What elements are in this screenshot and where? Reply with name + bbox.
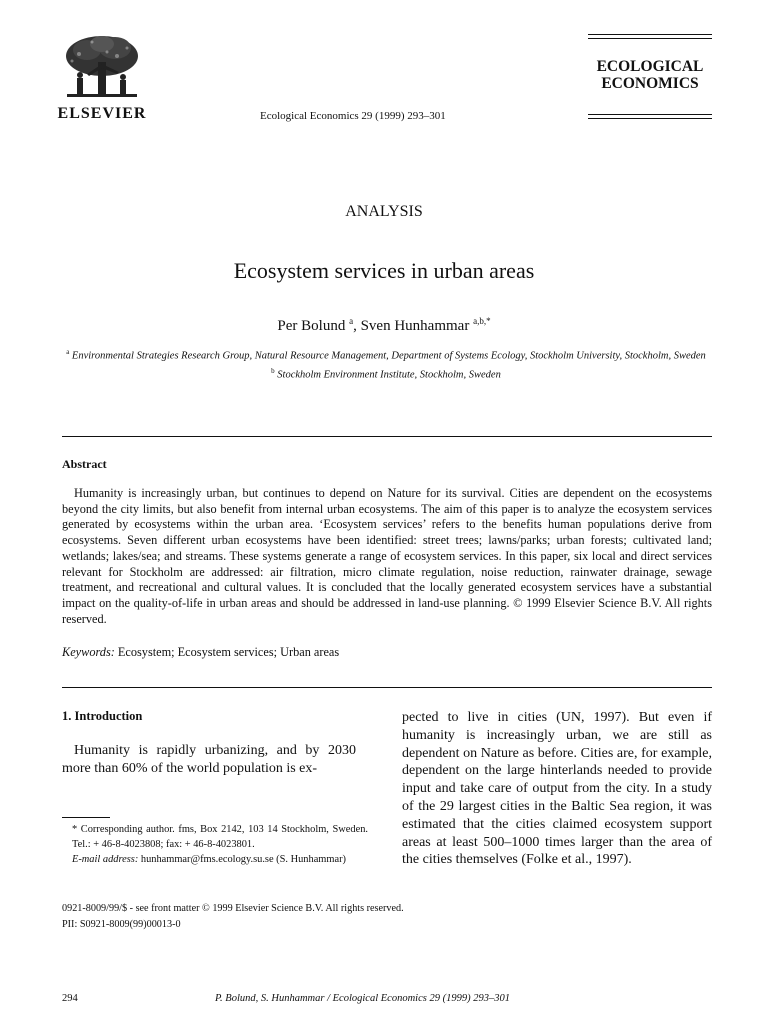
journal-name-line-2: ECONOMICS — [601, 75, 699, 92]
abstract-top-rule — [62, 436, 712, 437]
article-section: ANALYSIS — [345, 203, 423, 220]
footnote-rule — [62, 817, 110, 818]
author-name: Per Bolund — [277, 318, 346, 334]
body-paragraph: Humanity is rapidly urbanizing, and by 2030 more than 60% of the world population is ex- — [62, 743, 356, 777]
running-head: P. Bolund, S. Hunhammar / Ecological Economics 29 (1999) 293–301 — [215, 993, 510, 1004]
front-matter — [62, 901, 404, 933]
journal-top-rule-2 — [588, 38, 712, 39]
abstract-bottom-rule — [62, 687, 712, 688]
email-note — [62, 852, 368, 867]
email-label: E-mail address: — [72, 854, 139, 865]
author-affiliation-mark: a — [349, 316, 354, 326]
publisher-name: ELSEVIER — [57, 105, 147, 122]
article-title: Ecosystem services in urban areas — [233, 258, 535, 283]
journal-bottom-rule — [588, 114, 712, 115]
copyright-line: 0921-8009/99/$ - see front matter © 1999 Elsevier Science B.V. All rights reserved. — [62, 903, 404, 914]
body-paragraph: pected to live in cities (UN, 1997). But even if humanity is increasingly urban, we are still as dependent on Nature as before. Cities are, for example, dependent on the large hinterlands needed to provide input and take care of output from the city. In a study of the 29 largest cities in the Baltic Sea region, it was estimated that the cities claimed ecosystem support areas at least 500–1000 times larger than the area of the cities themselves (Folke et al., 1997). — [402, 710, 712, 868]
elsevier-tree-logo — [57, 34, 147, 102]
journal-name-line-1: ECOLOGICAL — [596, 58, 704, 75]
journal-top-rule — [588, 34, 712, 35]
affiliation-mark: b — [271, 366, 275, 375]
author-separator: , — [353, 318, 361, 334]
pii-line: PII: S0921-8009(99)00013-0 — [62, 919, 181, 930]
author-list — [0, 316, 768, 335]
keywords-list: Ecosystem; Ecosystem services; Urban areas — [114, 645, 340, 659]
affiliation-a — [60, 345, 712, 364]
email-address: hunhammar@fms.ecology.su.se (S. Hunhammar) — [138, 854, 346, 865]
keywords-label: Keywords: — [62, 645, 115, 659]
corresponding-author-note: * Corresponding author. fms, Box 2142, 103 14 Stockholm, Sweden. Tel.: + 46-8-4023808; fax: + 46-8-4023801. — [72, 824, 368, 850]
footnote — [62, 822, 368, 867]
affiliation-mark: a — [66, 348, 70, 356]
author-name: Sven Hunhammar — [360, 318, 470, 334]
journal-name — [588, 58, 712, 92]
journal-bottom-rule-2 — [588, 118, 712, 119]
page-number: 294 — [62, 993, 78, 1004]
journal-citation: Ecological Economics 29 (1999) 293–301 — [260, 110, 446, 122]
section-heading: 1. Introduction — [62, 709, 143, 723]
affiliations — [60, 345, 712, 382]
affiliation-text: Stockholm Environment Institute, Stockholm, Sweden — [277, 369, 501, 380]
keywords — [62, 645, 339, 660]
author-affiliation-mark: a,b,* — [473, 316, 491, 326]
abstract-heading: Abstract — [62, 457, 107, 471]
affiliation-text: Environmental Strategies Research Group, Natural Resource Management, Department of Systems Ecology, Stockholm University, Stockholm, Sweden — [71, 350, 706, 362]
journal-title-box — [588, 34, 712, 122]
abstract-text: Humanity is increasingly urban, but continues to depend on Nature for its survival. Cities are dependent on the ecosystems beyond the city limits, but also benefit from internal urban ecosystems. The aim of this paper is to analyze the ecosystem services generated by ecosystems within the urban area. ‘Ecosystem services’ refers to the benefits human populations derive from ecosystems. Seven different urban ecosystems have been identified: street trees; lawns/parks; urban forests; cultivated land; wetlands; lakes/sea; and streams. These systems generate a range of ecosystem services. In this paper, six local and direct services relevant for Stockholm are addressed: air filtration, micro climate regulation, noise reduction, rainwater drainage, sewage treatment, and recreational and cultural values. It is concluded that the locally generated ecosystem services have a substantial impact on the quality-of-life in urban areas and should be addressed in land-use planning. © 1999 Elsevier Science B.V. All rights reserved. — [62, 486, 712, 626]
affiliation-b — [60, 364, 712, 383]
